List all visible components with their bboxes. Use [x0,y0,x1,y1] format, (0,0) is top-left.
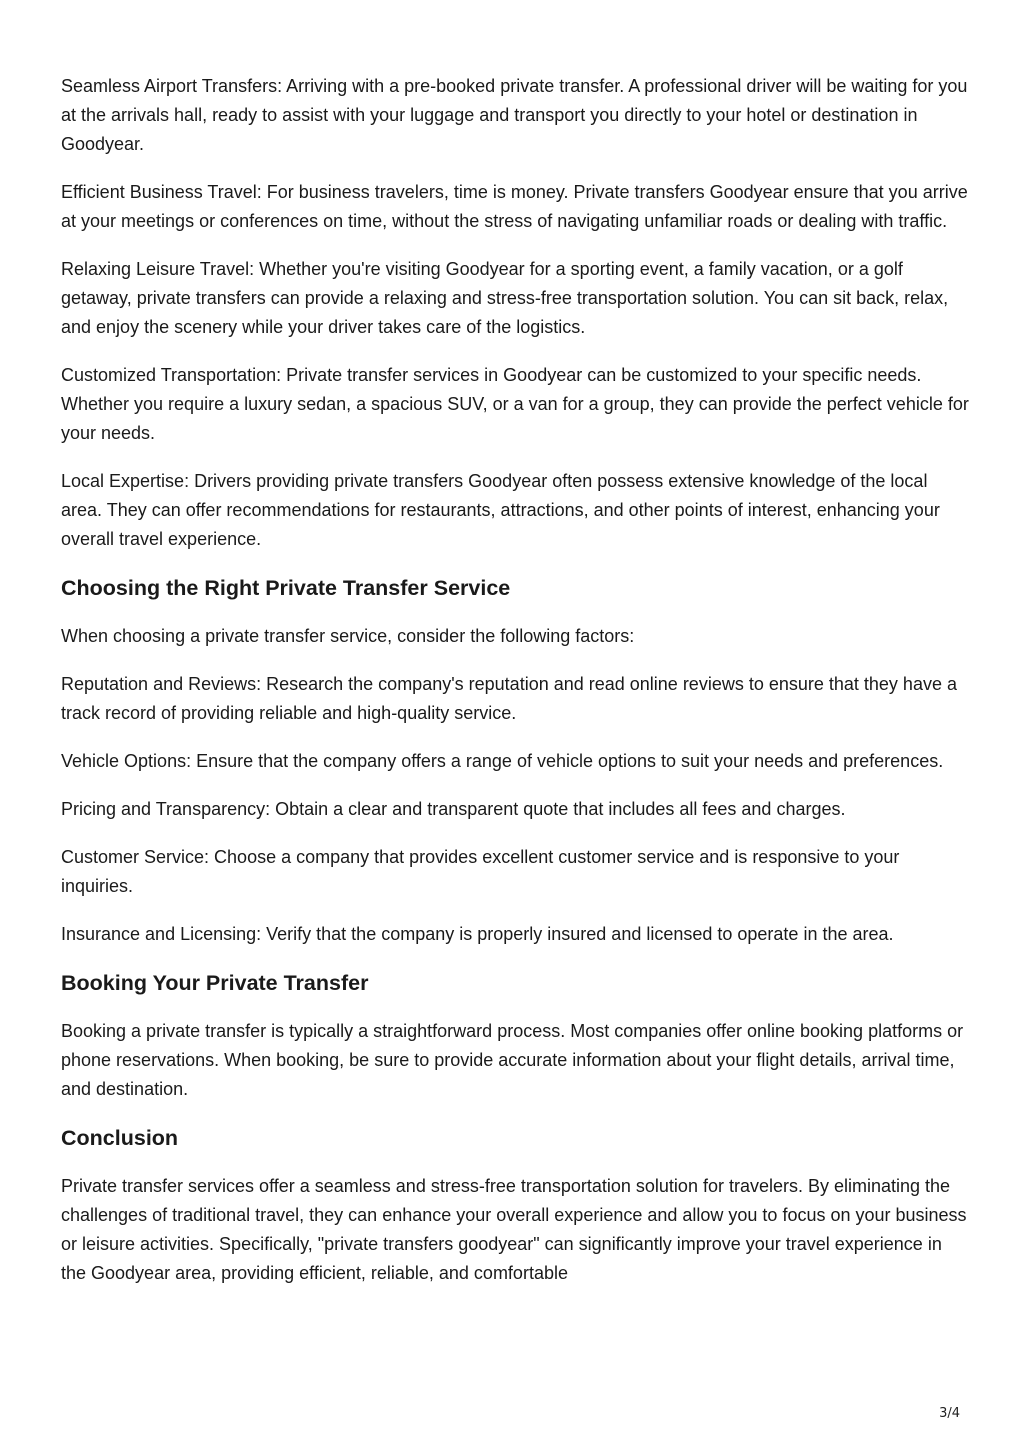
paragraph-business-travel: Efficient Business Travel: For business travelers, time is money. Private transfers Goodyear ensure that you arrive at your meetings or conferences on time, without the stress of navigating unfamiliar roads or dealing with traffic. [61,182,968,231]
heading-conclusion: Conclusion [61,1126,179,1150]
paragraph-vehicle-options: Vehicle Options: Ensure that the company offers a range of vehicle options to suit your needs and preferences. [61,751,944,771]
document-page [61,72,971,1307]
heading-booking: Booking Your Private Transfer [61,971,369,995]
paragraph-conclusion: Private transfer services offer a seamless and stress-free transportation solution for travelers. By eliminating the challenges of traditional travel, they can enhance your overall experience and allow you to focus on your business or leisure activities. Specifically, "private transfers goodyear" can significantly improve your travel experience in the Goodyear area, providing efficient, reliable, and comfortable [61,1176,967,1283]
paragraph-pricing-transparency: Pricing and Transparency: Obtain a clear and transparent quote that includes all fees and charges. [61,799,846,819]
page-number: 3/4 [939,1406,960,1421]
paragraph-customized-transportation: Customized Transportation: Private transfer services in Goodyear can be customized to your specific needs. Whether you require a luxury sedan, a spacious SUV, or a van for a group, they can provide the perfect vehicle for your needs. [61,365,969,443]
heading-choosing-service: Choosing the Right Private Transfer Service [61,576,511,600]
paragraph-customer-service: Customer Service: Choose a company that provides excellent customer service and is responsive to your inquiries. [61,847,900,896]
paragraph-insurance-licensing: Insurance and Licensing: Verify that the company is properly insured and licensed to operate in the area. [61,924,894,944]
paragraph-choosing-intro: When choosing a private transfer service, consider the following factors: [61,626,635,646]
paragraph-local-expertise: Local Expertise: Drivers providing private transfers Goodyear often possess extensive knowledge of the local area. They can offer recommendations for restaurants, attractions, and other points of interest, enhancing your overall travel experience. [61,471,940,549]
paragraph-airport-transfers: Seamless Airport Transfers: Arriving with a pre-booked private transfer. A professional driver will be waiting for you at the arrivals hall, ready to assist with your luggage and transport you directly to your hotel or destination in Goodyear. [61,76,968,154]
paragraph-booking: Booking a private transfer is typically a straightforward process. Most companies offer online booking platforms or phone reservations. When booking, be sure to provide accurate information about your flight details, arrival time, and destination. [61,1021,964,1099]
paragraph-leisure-travel: Relaxing Leisure Travel: Whether you're visiting Goodyear for a sporting event, a family vacation, or a golf getaway, private transfers can provide a relaxing and stress-free transportation solution. You can sit back, relax, and enjoy the scenery while your driver takes care of the logistics. [61,259,949,337]
paragraph-reputation-reviews: Reputation and Reviews: Research the company's reputation and read online reviews to ensure that they have a track record of providing reliable and high-quality service. [61,674,957,723]
